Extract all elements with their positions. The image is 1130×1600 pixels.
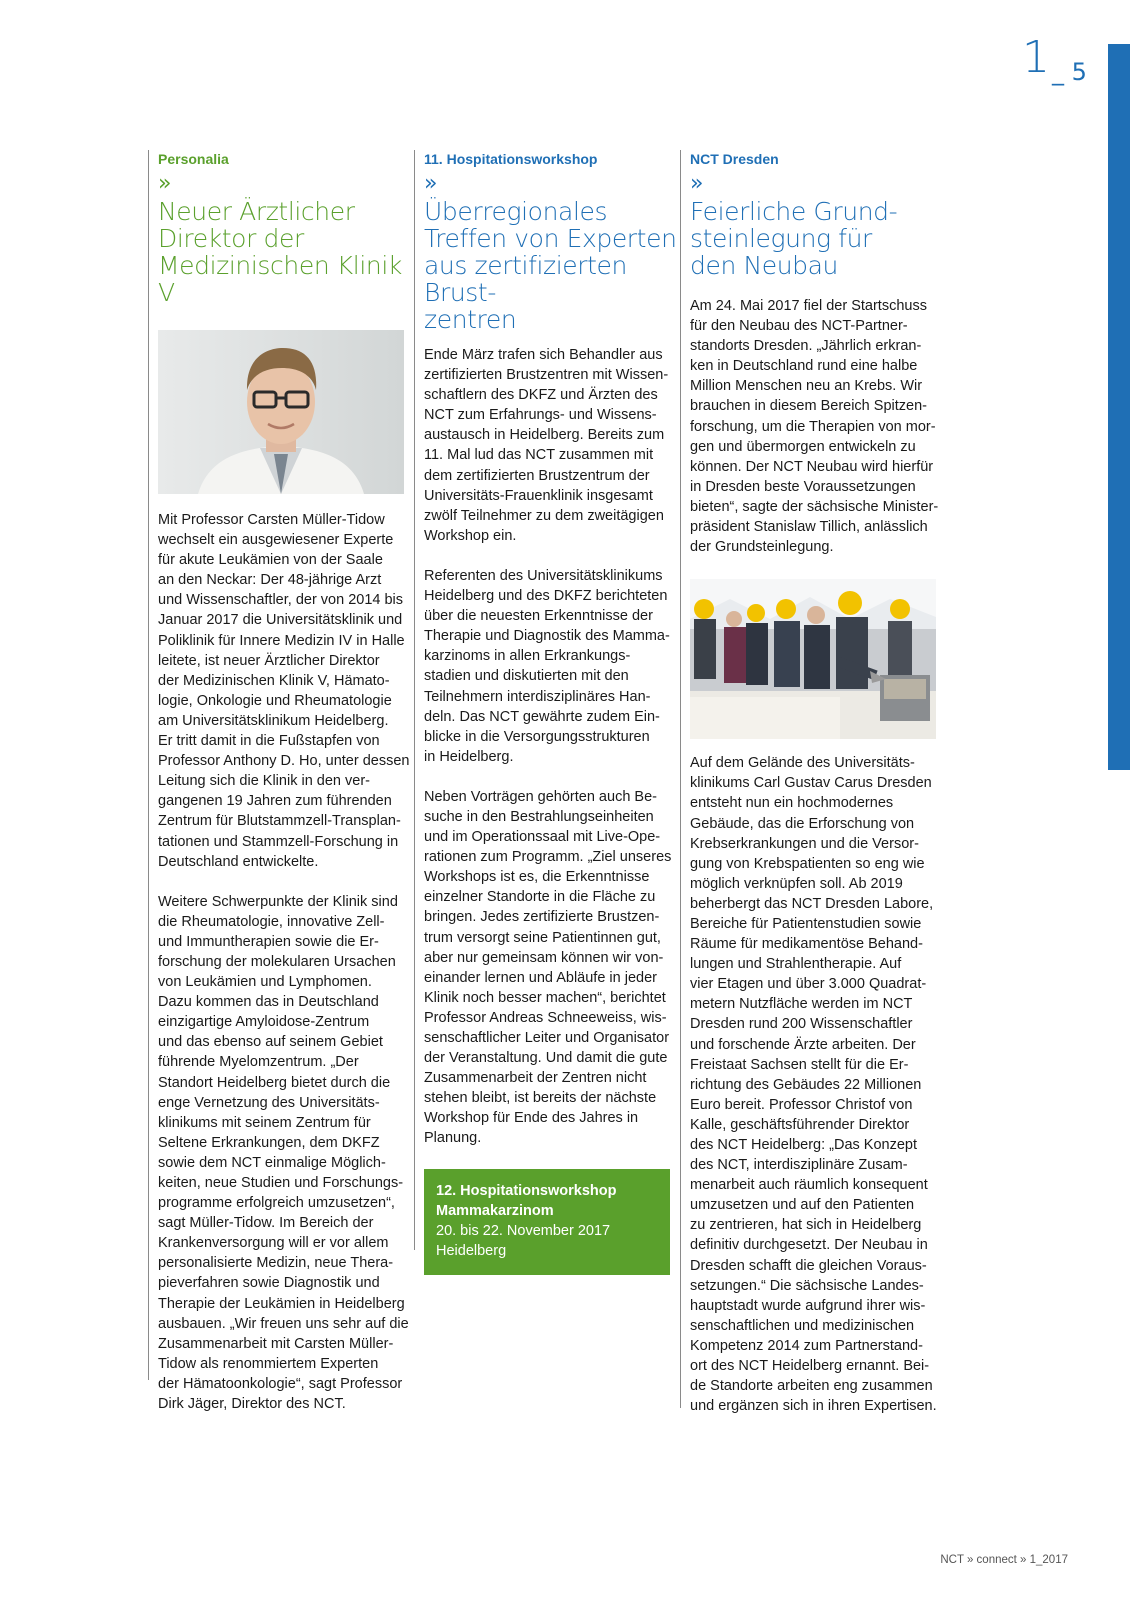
page-number-sub: _ 5 (1052, 58, 1087, 86)
article-kicker: NCT Dresden (690, 151, 779, 167)
page-number (1022, 32, 1087, 86)
page-number-main: 1 (1022, 32, 1050, 83)
portrait-photo (158, 330, 404, 494)
chevron-icon: » (690, 171, 704, 196)
infobox-date: 20. bis 22. November 2017 (436, 1222, 611, 1239)
article-headline: Neuer Ärztlicher Direktor der Medizinischen Klinik V (158, 197, 402, 307)
infobox-subtitle: Mammakarzinom (436, 1202, 554, 1219)
groundbreaking-photo (690, 579, 936, 739)
article-body-intro: Am 24. Mai 2017 fiel der Startschuss für den Neubau des NCT-Partner- standorts Dresden. „Jährlich erkran- ken in Deutschland rund eine halbe Million Menschen neu an Krebs. Wir brauchen in diesem Bereich Spitzen- forschung, um die Therapien von mor- gen und übermorgen entwickeln zu können. Der NCT Neubau wird hierfür in Dresden beste Voraussetzungen bieten“, sagte der sächsische Minister- präsident Stanislaw Tillich, anlässlich der Grundsteinlegung. (690, 298, 939, 556)
infobox-place: Heidelberg (436, 1242, 507, 1259)
article-nct-dresden (690, 150, 946, 1416)
column-rule-2 (414, 150, 415, 1250)
event-infobox (424, 1169, 670, 1275)
article-kicker: 11. Hospitationsworkshop (424, 151, 598, 167)
article-headline: Feierliche Grund- steinlegung für den Neubau (690, 197, 898, 280)
article-body: Ende März trafen sich Behandler aus zertifizierten Brustzentren mit Wissen- schaftlern des DKFZ und Ärzten des NCT zum Erfahrungs- und Wissens- austausch in Heidelberg. Bereits zum 11. Mal lud das NCT zusammen mit dem zertifizierten Brustzentrum der Universitäts-Frauenklinik insgesamt zwölf Teilnehmer zu dem zweitägigen Workshop ein. Referenten des Universitätsklinikums Heidelberg und des DKFZ berichteten über die neuesten Erkenntnisse der Therapie und Diagnostik des Mamma- karzinoms in allen Erkrankungs- stadien und diskutierten mit den Teilnehmern interdisziplinäres Han- deln. Das NCT gewährte zudem Ein- blicke in die Versorgungsstrukturen in Heidelberg. Neben Vorträgen gehörten auch Be- suche in den Bestrahlungseinheiten und im Operationssaal mit Live-Ope- rationen zum Programm. „Ziel unseres Workshops ist es, die Erkenntnisse einzelner Standorte in die Fläche zu bringen. Jedes zertifizierte Brustzen- trum versorgt seine Patientinnen gut, aber nur gemeinsam können wir von- einander lernen und Abläufe in jeder Klinik noch besser machen“, berichtet Professor Andreas Schneeweiss, wis- senschaftlicher Leiter und Organisator der Veranstaltung. Und damit die gute Zusammenarbeit der Zentren nicht stehen bleibt, ist bereits der nächste Workshop für Ende des Jahres in Planung. (424, 347, 672, 1147)
infobox-title: 12. Hospitationsworkshop (436, 1182, 617, 1199)
article-body: Auf dem Gelände des Universitäts- klinikums Carl Gustav Carus Dresden entsteht nun ein hochmodernes Gebäude, das die Erforschung von Krebserkrankungen und die Versor- gung von Krebspatienten so eng wie möglich verknüpfen soll. Ab 2019 beherbergt das NCT Dresden Labore, Bereiche für Patientenstudien sowie Räume für medikamentöse Behand- lungen und Strahlentherapie. Auf vier Etagen und über 3.000 Quadrat- metern Nutzfläche werden im NCT Dresden rund 200 Wissenschaftler und forschende Ärzte arbeiten. Der Freistaat Sachsen stellt für die Er- richtung des Gebäudes 22 Millionen Euro bereit. Professor Christof von Kalle, geschäftsführender Direktor des NCT Heidelberg: „Das Konzept des NCT, interdisziplinäre Zusam- menarbeit auch räumlich konsequent umzusetzen und auf den Patienten zu zentrieren, hat sich in Heidelberg definitiv durchgesetzt. Der Neubau in Dresden schafft die gleichen Voraus- setzungen.“ Die sächsische Landes- hauptstadt wurde aufgrund ihrer wis- senschaftlichen und medizinischen Kompetenz 2014 zum Partnerstand- ort des NCT Heidelberg ernannt. Bei- de Standorte arbeiten eng zusammen und ergänzen sich in ihren Expertisen. (690, 755, 937, 1415)
article-personalia (158, 150, 414, 1414)
column-rule-1 (148, 150, 149, 1380)
chevron-icon: » (424, 171, 438, 196)
article-headline: Überregionales Treffen von Experten aus zertifizierten Brust- zentren (424, 197, 677, 334)
page-footer: NCT » connect » 1_2017 (940, 1554, 1068, 1566)
article-body: Mit Professor Carsten Müller-Tidow wechselt ein ausgewiesener Experte für akute Leukämien von der Saale an den Neckar: Der 48-jährige Arzt und Wissenschaftler, der von 2014 bis Januar 2017 die Universitätsklinik und Poliklinik für Innere Medizin IV in Halle leitete, ist neuer Ärztlicher Direktor der Medizinischen Klinik V, Hämato- logie, Onkologie und Rheumatologie am Universitätsklinikum Heidelberg. Er tritt damit in die Fußstapfen von Professor Anthony D. Ho, unter dessen Leitung sich die Klinik in den ver- gangenen 19 Jahren zum führenden Zentrum für Blutstammzell-Transplan- tationen und Stammzell-Forschung in Deutschland entwickelte. Weitere Schwerpunkte der Klinik sind die Rheumatologie, innovative Zell- und Immuntherapien sowie die Er- forschung der molekularen Ursachen von Leukämien und Lymphomen. Dazu kommen das in Deutschland einzigartige Amyloidose-Zentrum und das ebenso auf seinem Gebiet führende Myelomzentrum. „Der Standort Heidelberg bietet durch die enge Vernetzung des Universitäts- klinikums mit seinem Zentrum für Seltene Erkrankungen, dem DKFZ sowie dem NCT einmalige Möglich- keiten, neue Studien und Forschungs- programme erfolgreich umzusetzen“, sagt Müller-Tidow. Im Bereich der Krankenversorgung will er vor allem personalisierte Medizin, neue Thera- pieverfahren sowie Diagnostik und Therapie der Leukämien in Heidelberg ausbauen. „Wir freuen uns sehr auf die Zusammenarbeit mit Carsten Müller- Tidow als renommiertem Experten der Hämatoonkologie“, sagt Professor Dirk Jäger, Direktor des NCT. (158, 512, 410, 1413)
section-color-bar (1108, 44, 1130, 770)
chevron-icon: » (158, 171, 172, 196)
article-hospitationsworkshop (424, 150, 680, 1275)
article-kicker: Personalia (158, 151, 229, 167)
column-rule-3 (680, 150, 681, 1408)
